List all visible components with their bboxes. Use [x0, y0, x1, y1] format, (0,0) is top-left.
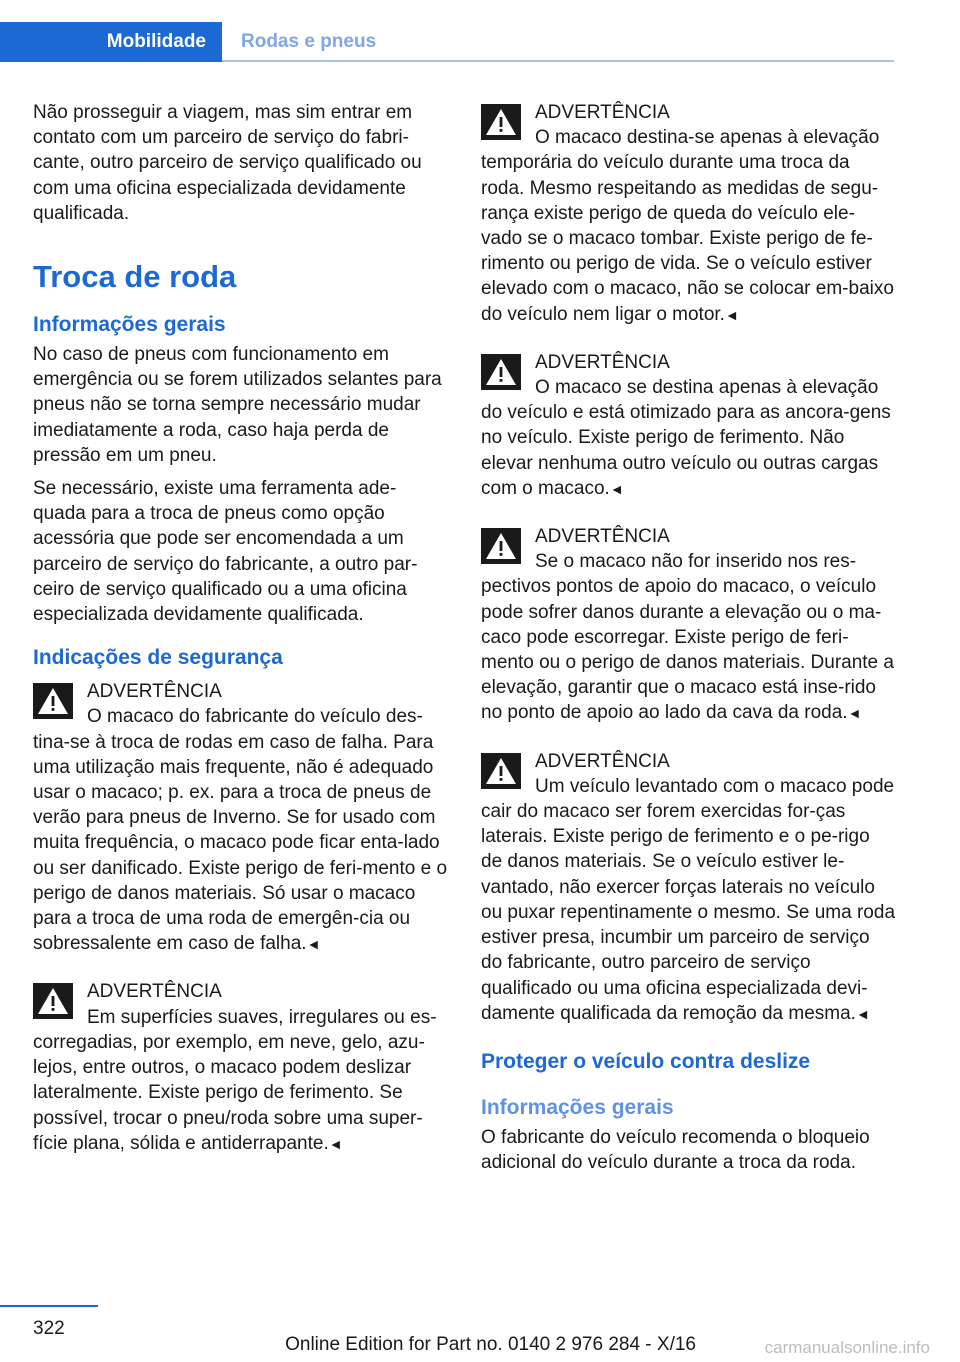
end-mark: ◄	[328, 1135, 343, 1152]
tab-rodas-e-pneus[interactable]: Rodas e pneus	[241, 31, 377, 52]
warning-2	[33, 979, 447, 1156]
end-mark: ◄	[847, 705, 862, 722]
warning-triangle-icon	[481, 753, 521, 789]
warning-text: Se o macaco não for inserido nos res-pectivos pontos de apoio do macaco, o veículo pode sofrer danos durante a elevação ou o ma-caco pode escorregar. Existe perigo de feri-mento ou o perigo de danos materiais. Durante a elevação, garantir que o macaco está inse-rido no ponto de apoio ao lado da cava da roda.	[481, 551, 894, 724]
subheading-info-2: Informações gerais	[481, 1095, 674, 1119]
end-mark: ◄	[724, 306, 739, 323]
warning-5	[481, 524, 895, 727]
end-mark: ◄	[855, 1005, 870, 1022]
warning-triangle-icon	[33, 983, 73, 1019]
end-mark: ◄	[609, 480, 624, 497]
warning-title: ADVERTÊNCIA	[87, 981, 222, 1003]
warning-title: ADVERTÊNCIA	[87, 681, 222, 703]
subheading-info: Informações gerais	[33, 313, 226, 337]
warning-title: ADVERTÊNCIA	[535, 102, 670, 123]
warning-title: ADVERTÊNCIA	[535, 526, 670, 548]
section-title: Troca de roda	[33, 259, 237, 295]
warning-triangle-icon	[481, 528, 521, 564]
final-paragraph: O fabricante do veículo recomenda o bloqueio adicional do veículo durante a troca da roda.	[481, 1126, 870, 1174]
warning-title: ADVERTÊNCIA	[535, 351, 670, 373]
right-column	[481, 100, 895, 1183]
warning-title: ADVERTÊNCIA	[535, 750, 670, 772]
intro-paragraph: Não prosseguir a viagem, mas sim entrar em contato com um parceiro de serviço do fabri-cante, outro parceiro de serviço qualificado ou com uma oficina especializada devidamente qualificada.	[33, 102, 422, 224]
tab-mobilidade[interactable]: Mobilidade	[0, 22, 222, 62]
warning-triangle-icon	[481, 354, 521, 390]
end-mark: ◄	[306, 936, 321, 953]
left-column	[33, 100, 447, 1179]
page-number: 322	[33, 1318, 65, 1339]
warning-triangle-icon	[33, 683, 73, 719]
subheading-safety: Indicações de segurança	[33, 646, 283, 670]
warning-1	[33, 679, 447, 957]
warning-text: Um veículo levantado com o macaco pode cair do macaco ser forem exercidas for-ças laterais. Existe perigo de ferimento e o pe-rigo de danos materiais. Se o veículo estiver le-vantado, não exercer forças laterais no veículo ou puxar repentinamente o mesmo. Se uma roda estiver presa, incumbir um parceiro de serviço do fabricante, outro parceiro de serviço qualificado ou uma oficina especializada devi-damente qualificada da remoção da mesma.	[481, 775, 896, 1024]
subheading-protect: Proteger o veículo contra deslize	[481, 1049, 811, 1073]
warning-6	[481, 749, 895, 1027]
warning-4	[481, 350, 895, 502]
warning-text: O macaco do fabricante do veículo des-tina-se à troca de rodas em caso de falha. Para uma utilização mais frequente, não é adequado usar o macaco; p. ex. para a troca de pneus de verão para pneus de Inverno. Se for usado com muita frequência, o macaco pode ficar enta-lado ou ser danificado. Existe perigo de feri-mento e o perigo de danos materiais. Só usar o macaco para a troca de uma roda de emergên-cia ou sobressalente em caso de falha.	[33, 706, 448, 955]
header-divider	[222, 60, 894, 62]
warning-3	[481, 100, 895, 328]
warning-text: O macaco se destina apenas à elevação do veículo e está otimizado para as ancora-gens no veículo. Existe perigo de ferimento. Não elevar nenhuma outro veículo ou outras cargas com o macaco.	[481, 377, 891, 499]
edition-note: Online Edition for Part no. 0140 2 976 284 - X/16	[285, 1334, 696, 1355]
footer-divider	[0, 1305, 98, 1307]
header-bar	[0, 22, 960, 62]
warning-triangle-icon	[481, 104, 521, 140]
paragraph-2: Se necessário, existe uma ferramenta ade-quada para a troca de pneus como opção acessória que pode ser encomendada a um parceiro de serviço do fabricante, a outro par-ceiro de serviço qualificado ou a uma oficina especializada devidamente qualificada.	[33, 478, 418, 626]
warning-text: O macaco destina-se apenas à elevação temporária do veículo durante uma troca da roda. Mesmo respeitando as medidas de segu-rança existe perigo de queda do veículo ele-vado se o macaco tombar. Existe perigo de fe-rimento ou perigo de vida. Se o veículo estiver elevado com o macaco, não se colocar em-baixo do veículo nem ligar o motor.	[481, 127, 894, 325]
warning-text: Em superfícies suaves, irregulares ou es-corregadias, por exemplo, em neve, gelo, azu-lejos, entre outros, o macaco podem deslizar lateralmente. Existe perigo de ferimento. Se possível, trocar o pneu/roda sobre uma super-fície plana, sólida e antiderrapante.	[33, 1006, 437, 1154]
paragraph-1: No caso de pneus com funcionamento em emergência ou se forem utilizados selantes para pneus não se torna sempre necessário mudar imediatamente a roda, caso haja perda de pressão em um pneu.	[33, 344, 442, 466]
watermark: carmanualsonline.info	[764, 1338, 930, 1357]
